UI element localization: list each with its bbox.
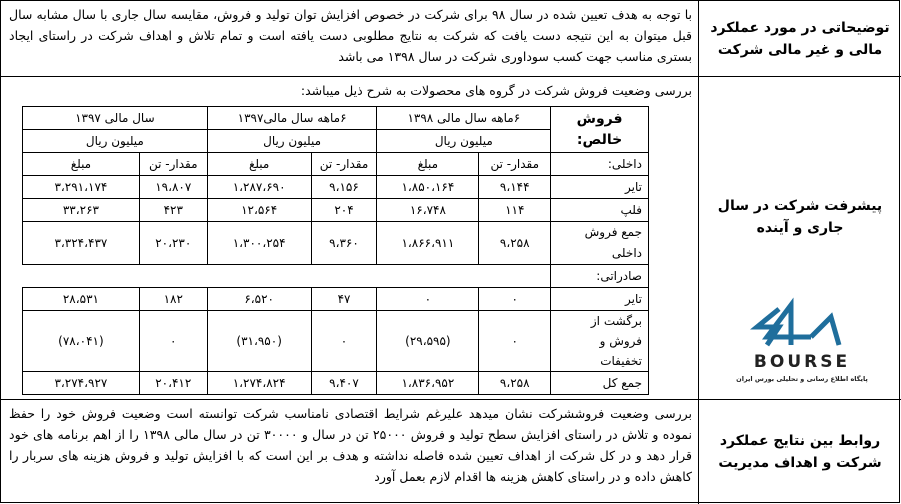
qty-header: مقدار- تن xyxy=(139,153,207,176)
table-cell: (۲۹،۵۹۵) xyxy=(377,311,479,372)
table-cell: ۴۷ xyxy=(311,288,377,311)
company-progress-label: پیشرفت شرکت در سال جاری و آینده xyxy=(717,198,883,236)
table-row xyxy=(23,176,649,199)
performance-goals-row xyxy=(1,400,901,504)
performance-goals-label: روابط بین نتایج عملکرد شرکت و اهداف مدیریت xyxy=(698,400,901,504)
table-cell: ۹،۲۵۸ xyxy=(479,372,551,395)
table-cell: ۱۹،۸۰۷ xyxy=(139,176,207,199)
bourse-logo xyxy=(727,297,877,389)
row-label: جمع فروش داخلی xyxy=(551,222,649,265)
row-label: جمع کل xyxy=(551,372,649,395)
table-cell: ۱۲،۵۶۴ xyxy=(207,199,311,222)
table-cell: ۱،۸۵۰،۱۶۴ xyxy=(377,176,479,199)
period-header: سال مالی ۱۳۹۷ xyxy=(23,107,208,130)
table-cell: ۲۸،۵۳۱ xyxy=(23,288,140,311)
period-header: ۶ماهه سال مالی ۱۳۹۸ xyxy=(377,107,551,130)
table-cell: ۹،۱۵۶ xyxy=(311,176,377,199)
table-cell: ۶،۵۲۰ xyxy=(207,288,311,311)
table-cell: ۰ xyxy=(479,288,551,311)
financial-explanation-label: توضیحاتی در مورد عملکرد مالی و غیر مالی شرکت xyxy=(698,1,901,76)
sales-status-cell xyxy=(1,77,698,399)
unit-header: میلیون ریال xyxy=(377,130,551,153)
bourse-logo-mark xyxy=(757,305,839,345)
amount-header: مبلغ xyxy=(23,153,140,176)
bourse-logo-caption: پایگاه اطلاع رسانی و تحلیلی بورس ایران xyxy=(736,375,868,383)
table-row xyxy=(23,222,649,265)
table-cell: (۳۱،۹۵۰) xyxy=(207,311,311,372)
table-cell: ۹،۱۴۴ xyxy=(479,176,551,199)
table-cell: ۰ xyxy=(311,311,377,372)
period-header: ۶ماهه سال مالی۱۳۹۷ xyxy=(207,107,377,130)
table-cell: ۹،۴۰۷ xyxy=(311,372,377,395)
table-cell: ۲۰،۴۱۲ xyxy=(139,372,207,395)
company-progress-row xyxy=(1,77,901,400)
table-cell: ۳۳،۲۶۳ xyxy=(23,199,140,222)
table-cell: ۳،۳۲۴،۴۳۷ xyxy=(23,222,140,265)
table-cell: ۳،۲۷۴،۹۲۷ xyxy=(23,372,140,395)
table-cell: (۷۸،۰۴۱) xyxy=(23,311,140,372)
table-cell: ۲۰۴ xyxy=(311,199,377,222)
table-cell: ۱،۸۶۶،۹۱۱ xyxy=(377,222,479,265)
table-cell: ۱۶،۷۴۸ xyxy=(377,199,479,222)
table-cell: ۱،۳۰۰،۲۵۴ xyxy=(207,222,311,265)
qty-header: مقدار- تن xyxy=(479,153,551,176)
table-cell: ۹،۲۵۸ xyxy=(479,222,551,265)
table-cell: ۱،۲۸۷،۶۹۰ xyxy=(207,176,311,199)
row-label: برگشت از فروش و تخفیفات xyxy=(551,311,649,372)
table-header-periods xyxy=(23,107,649,130)
sales-intro: بررسی وضعیت فروش شرکت در گروه های محصولات به شرح ذیل میباشد: xyxy=(300,83,692,98)
row-label: فلپ xyxy=(551,199,649,222)
net-sales-table xyxy=(22,106,649,395)
table-row xyxy=(23,372,649,395)
export-section-row xyxy=(23,265,649,288)
empty-cell xyxy=(23,265,551,288)
table-cell: ۱،۸۳۶،۹۵۲ xyxy=(377,372,479,395)
table-cell: ۰ xyxy=(479,311,551,372)
amount-header: مبلغ xyxy=(377,153,479,176)
amount-header: مبلغ xyxy=(207,153,311,176)
table-cell: ۳،۲۹۱،۱۷۴ xyxy=(23,176,140,199)
bourse-logo-wordmark: BOURSE xyxy=(753,352,851,372)
table-row xyxy=(23,288,649,311)
company-progress-label-cell xyxy=(698,77,901,399)
performance-goals-text: بررسی وضعیت فروششرکت نشان میدهد علیرغم شرایط اقتصادی نامناسب شرکت توانسته است وضعیت فروش خود را حفظ نموده و تلاش در راستای افزایش سطح تولید و فروش ۲۵۰۰۰ تن در سال و ۳۰۰۰۰ تن در سال مالی ۱۳۹۸ را از اهم برنامه های خود قرار دهد و در کل شرکت از اهداف تعیین شده فاصله نداشته و هدف بر این است که با افزایش تولید و فروش هزینه های سربار را کاهش داده و در راستای کاهش هزینه ها اقدام لازم بعمل آورد xyxy=(9,406,693,484)
export-section-label: صادراتی: xyxy=(551,265,649,288)
qty-header: مقدار- تن xyxy=(311,153,377,176)
unit-header: میلیون ریال xyxy=(23,130,208,153)
table-row xyxy=(23,199,649,222)
financial-explanation-row xyxy=(1,1,901,77)
domestic-section-label: داخلی: xyxy=(551,153,649,176)
table-cell: ۰ xyxy=(139,311,207,372)
row-label: تایر xyxy=(551,176,649,199)
table-cell: ۲۰،۲۳۰ xyxy=(139,222,207,265)
table-header-columns xyxy=(23,153,649,176)
financial-explanation-text: با توجه به هدف تعیین شده در سال ۹۸ برای شرکت در خصوص افزایش توان تولید و فروش، مقایسه سال جاری با سال مشابه سال قبل میتوان به این نتیجه دست یافت که شرکت به نتایج مطلوبی دست یافته است و تمام تلاش و اهداف شرکت در راستای ایجاد بستری مناسب جهت کسب سوداوری شرکت در سال ۱۳۹۸ می باشد xyxy=(9,7,692,64)
table-cell: ۱۸۲ xyxy=(139,288,207,311)
table-cell: ۱،۲۷۴،۸۲۴ xyxy=(207,372,311,395)
unit-header: میلیون ریال xyxy=(207,130,377,153)
table-cell: ۹،۳۶۰ xyxy=(311,222,377,265)
table-cell: ۰ xyxy=(377,288,479,311)
net-sales-heading: فروش خالص: xyxy=(551,107,649,153)
table-row xyxy=(23,311,649,372)
row-label: تایر xyxy=(551,288,649,311)
table-cell: ۴۲۳ xyxy=(139,199,207,222)
table-cell: ۱۱۴ xyxy=(479,199,551,222)
